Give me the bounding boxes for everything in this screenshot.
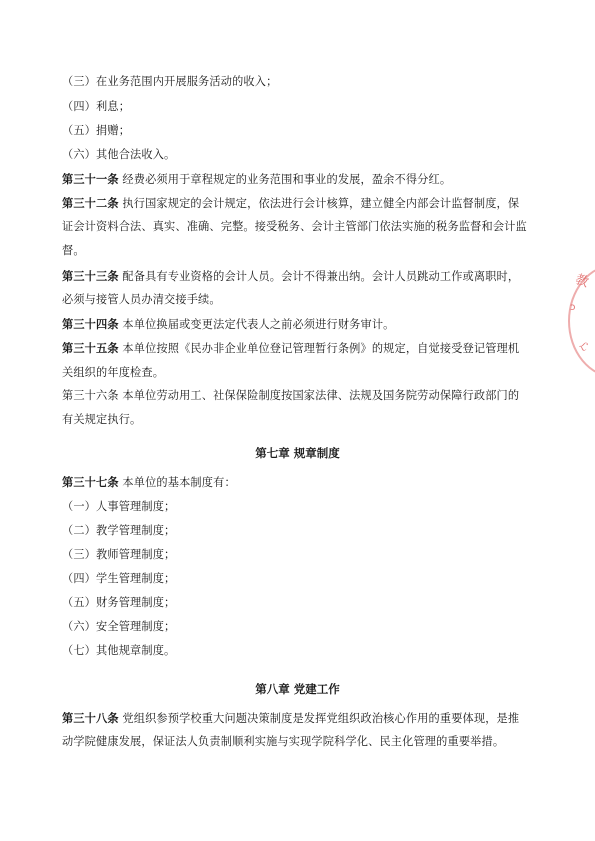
article-number: 第三十八条 (62, 711, 119, 725)
text-line (62, 620, 552, 634)
article-text: （五）捐赠； (62, 124, 131, 137)
article-number: 第三十五条 (62, 341, 119, 355)
article-text: 必须与接管人员办清交接手续。 (62, 293, 221, 306)
article-text: （六）其他合法收入。 (62, 148, 176, 161)
text-line (62, 317, 552, 332)
article-text: 督。 (62, 244, 85, 257)
text-line (62, 475, 552, 490)
text-line (62, 244, 552, 258)
chapter-8-heading: 第八章 党建工作 (255, 682, 340, 696)
article-number: 第三十四条 (62, 317, 119, 331)
article-text: 执行国家规定的会计规定，依法进行会计核算，建立健全内部会计监督制度，保 (118, 197, 520, 210)
article-text: 第三十六条 本单位劳动用工、社保保险制度按国家法律、法规及国务院劳动保障行政部门的 (62, 389, 520, 402)
chapter-7-heading: 第七章 规章制度 (255, 446, 340, 460)
text-line (62, 524, 552, 538)
text-line (62, 548, 552, 562)
text-line (62, 148, 552, 162)
article-text: 证会计资料合法、真实、准确、完整。接受税务、会计主管部门依法实施的税务监督和会计监 (62, 220, 527, 233)
text-line (62, 220, 552, 234)
text-line (62, 644, 552, 658)
text-line (62, 366, 552, 380)
article-text: （五）财务管理制度； (62, 596, 176, 609)
article-text: 本单位换届或变更法定代表人之前必须进行财务审计。 (118, 318, 395, 331)
text-line (62, 389, 552, 403)
article-text: （一）人事管理制度； (62, 500, 176, 513)
article-text: 党组织参预学校重大问题决策制度是发挥党组织政治核心作用的重要体现，是推 (118, 712, 520, 725)
article-number: 第三十一条 (62, 172, 119, 186)
article-text: （四）利息； (62, 100, 131, 113)
text-line (62, 124, 552, 138)
article-text: 经费必须用于章程规定的业务范围和事业的发展，盈余不得分红。 (118, 173, 452, 186)
text-line (62, 269, 552, 284)
article-text: （六）安全管理制度； (62, 620, 176, 633)
article-number: 第三十三条 (62, 269, 119, 283)
text-line (62, 735, 552, 749)
article-text: 动学院健康发展，保证法人负责制顺利实施与实现学院科学化、民主化管理的重要举措。 (62, 735, 505, 748)
text-line (62, 596, 552, 610)
article-text: 有关规定执行。 (62, 413, 142, 426)
article-text: （三）教师管理制度； (62, 548, 176, 561)
article-text: （二）教学管理制度； (62, 524, 176, 537)
article-number: 第三十二条 (62, 196, 119, 210)
article-text: （三）在业务范围内开展服务活动的收入； (62, 75, 278, 88)
article-text: （四）学生管理制度； (62, 572, 176, 585)
text-line (62, 100, 552, 114)
text-line (62, 341, 552, 356)
red-seal-stamp: 教 ɔ ℒ (566, 262, 595, 382)
text-line (62, 75, 552, 89)
article-text: （七）其他规章制度。 (62, 644, 176, 657)
article-text: 配备具有专业资格的会计人员。会计不得兼出纳。会计人员跳动工作或离职时， (118, 270, 520, 283)
article-text: 关组织的年度检查。 (62, 366, 165, 379)
text-line (62, 172, 552, 187)
text-line (62, 293, 552, 307)
text-line (62, 500, 552, 514)
article-text: 本单位的基本制度有： (118, 476, 236, 489)
article-text: 本单位按照《民办非企业单位登记管理暂行条例》的规定，自觉接受登记管理机 (118, 342, 520, 355)
text-line (62, 711, 552, 726)
text-line (62, 572, 552, 586)
text-line (62, 413, 552, 427)
article-number: 第三十七条 (62, 475, 119, 489)
text-line (62, 196, 552, 211)
